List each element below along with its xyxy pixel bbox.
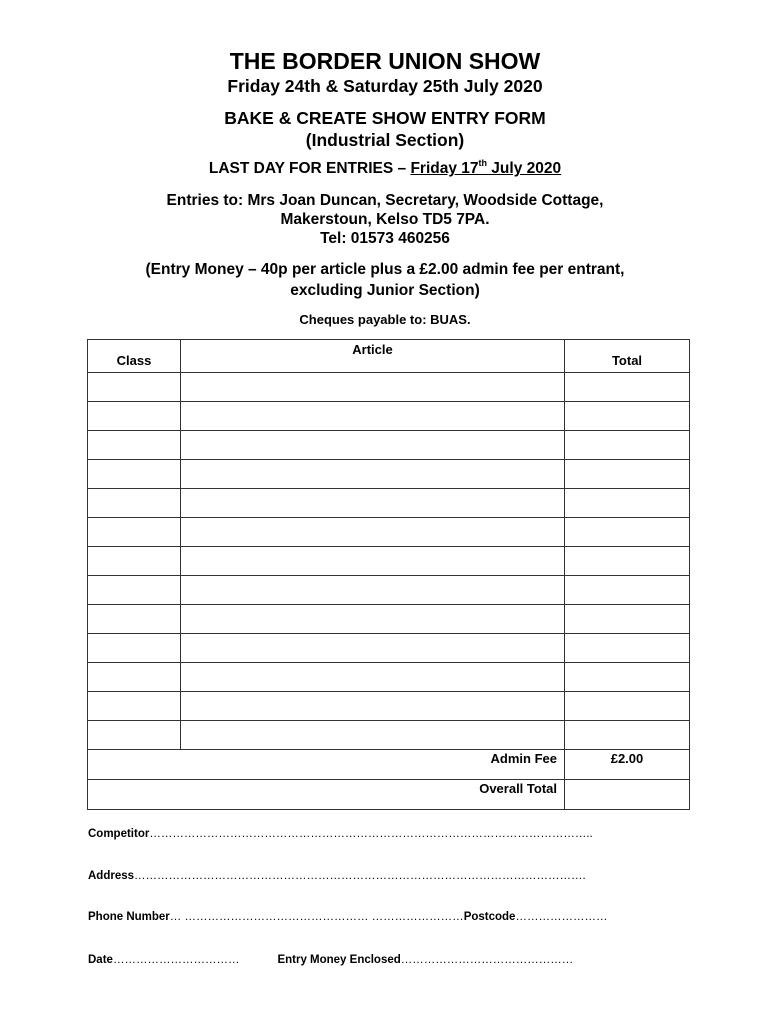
- entry-table: [87, 339, 690, 810]
- entry-table-body: [88, 373, 690, 810]
- table-row: [88, 576, 690, 605]
- admin-fee-label: Admin Fee: [88, 750, 565, 780]
- column-header-class: Class: [88, 340, 181, 373]
- class-cell[interactable]: [88, 373, 181, 402]
- date-dots: ……………………………: [112, 954, 240, 966]
- total-cell[interactable]: [565, 576, 690, 605]
- class-cell[interactable]: [88, 634, 181, 663]
- address-label: Address: [88, 870, 135, 882]
- table-row: [88, 460, 690, 489]
- cheques-payable: Cheques payable to: BUAS.: [299, 312, 471, 327]
- class-cell[interactable]: [88, 663, 181, 692]
- last-day-prefix: LAST DAY FOR ENTRIES –: [208, 160, 411, 177]
- article-cell[interactable]: [181, 489, 565, 518]
- entry-money-enclosed-label: Entry Money Enclosed: [277, 954, 401, 966]
- competitor-label: Competitor: [88, 828, 150, 840]
- form-name: BAKE & CREATE SHOW ENTRY FORM: [224, 108, 546, 128]
- class-cell[interactable]: [88, 692, 181, 721]
- last-day-date-part: Friday 17: [410, 160, 479, 177]
- total-cell[interactable]: [565, 634, 690, 663]
- last-day-for-entries: [0, 158, 770, 178]
- article-cell[interactable]: [181, 460, 565, 489]
- total-cell[interactable]: [565, 460, 690, 489]
- class-cell[interactable]: [88, 518, 181, 547]
- class-cell[interactable]: [88, 547, 181, 576]
- phone-dots: … ………………………………………… ……………………: [169, 911, 464, 923]
- postcode-label: Postcode: [463, 911, 516, 923]
- class-cell[interactable]: [88, 460, 181, 489]
- overall-total-field[interactable]: [565, 780, 690, 810]
- last-day-date: [410, 160, 561, 177]
- page-title: THE BORDER UNION SHOW: [229, 48, 541, 74]
- article-cell[interactable]: [181, 721, 565, 750]
- table-row: [88, 692, 690, 721]
- article-cell[interactable]: [181, 547, 565, 576]
- table-row: [88, 663, 690, 692]
- class-cell[interactable]: [88, 402, 181, 431]
- address-line[interactable]: [88, 870, 586, 882]
- table-row: [88, 431, 690, 460]
- total-cell[interactable]: [565, 489, 690, 518]
- article-cell[interactable]: [181, 605, 565, 634]
- competitor-dots: ……………………………………………………………………………………………………..: [149, 828, 593, 840]
- table-row: [88, 402, 690, 431]
- entry-money-line-2: excluding Junior Section): [290, 282, 480, 299]
- table-row: [88, 721, 690, 750]
- address-dots: ……………………………………………………………………………………………………….: [134, 870, 586, 882]
- table-row: [88, 547, 690, 576]
- article-cell[interactable]: [181, 431, 565, 460]
- section-name: (Industrial Section): [305, 130, 465, 150]
- article-cell[interactable]: [181, 518, 565, 547]
- total-cell[interactable]: [565, 721, 690, 750]
- table-row: [88, 634, 690, 663]
- admin-fee-value: £2.00: [565, 750, 690, 780]
- column-header-total: Total: [565, 340, 690, 373]
- article-cell[interactable]: [181, 634, 565, 663]
- class-cell[interactable]: [88, 721, 181, 750]
- article-cell[interactable]: [181, 692, 565, 721]
- article-cell[interactable]: [181, 402, 565, 431]
- table-header-row: [88, 340, 690, 373]
- overall-total-row: [88, 780, 690, 810]
- class-cell[interactable]: [88, 576, 181, 605]
- last-day-date-sup: th: [478, 158, 487, 168]
- competitor-line[interactable]: [88, 828, 593, 840]
- postcode-dots: ……………………: [515, 911, 608, 923]
- column-header-article: Article: [181, 340, 565, 373]
- total-cell[interactable]: [565, 547, 690, 576]
- table-row: [88, 489, 690, 518]
- overall-total-label: Overall Total: [88, 780, 565, 810]
- entries-address-line-2: Makerstoun, Kelso TD5 7PA.: [280, 211, 490, 228]
- total-cell[interactable]: [565, 373, 690, 402]
- total-cell[interactable]: [565, 431, 690, 460]
- table-row: [88, 605, 690, 634]
- article-cell[interactable]: [181, 576, 565, 605]
- total-cell[interactable]: [565, 605, 690, 634]
- total-cell[interactable]: [565, 402, 690, 431]
- last-day-date-part: July 2020: [487, 160, 562, 177]
- table-row: [88, 518, 690, 547]
- entry-money-line-1: (Entry Money – 40p per article plus a £2.00 admin fee per entrant,: [145, 261, 625, 278]
- table-row: [88, 373, 690, 402]
- date-money-line[interactable]: [88, 954, 573, 966]
- show-dates: Friday 24th & Saturday 25th July 2020: [227, 76, 543, 96]
- phone-postcode-line[interactable]: [88, 911, 607, 923]
- admin-fee-row: [88, 750, 690, 780]
- date-label: Date: [88, 954, 113, 966]
- total-cell[interactable]: [565, 663, 690, 692]
- phone-label: Phone Number: [88, 911, 170, 923]
- total-cell[interactable]: [565, 518, 690, 547]
- total-cell[interactable]: [565, 692, 690, 721]
- article-cell[interactable]: [181, 373, 565, 402]
- class-cell[interactable]: [88, 605, 181, 634]
- entries-phone: Tel: 01573 460256: [320, 230, 450, 247]
- class-cell[interactable]: [88, 431, 181, 460]
- entries-address-line-1: Entries to: Mrs Joan Duncan, Secretary, Woodside Cottage,: [166, 192, 604, 209]
- entry-money-enclosed-dots: ………………………………………: [400, 954, 574, 966]
- class-cell[interactable]: [88, 489, 181, 518]
- article-cell[interactable]: [181, 663, 565, 692]
